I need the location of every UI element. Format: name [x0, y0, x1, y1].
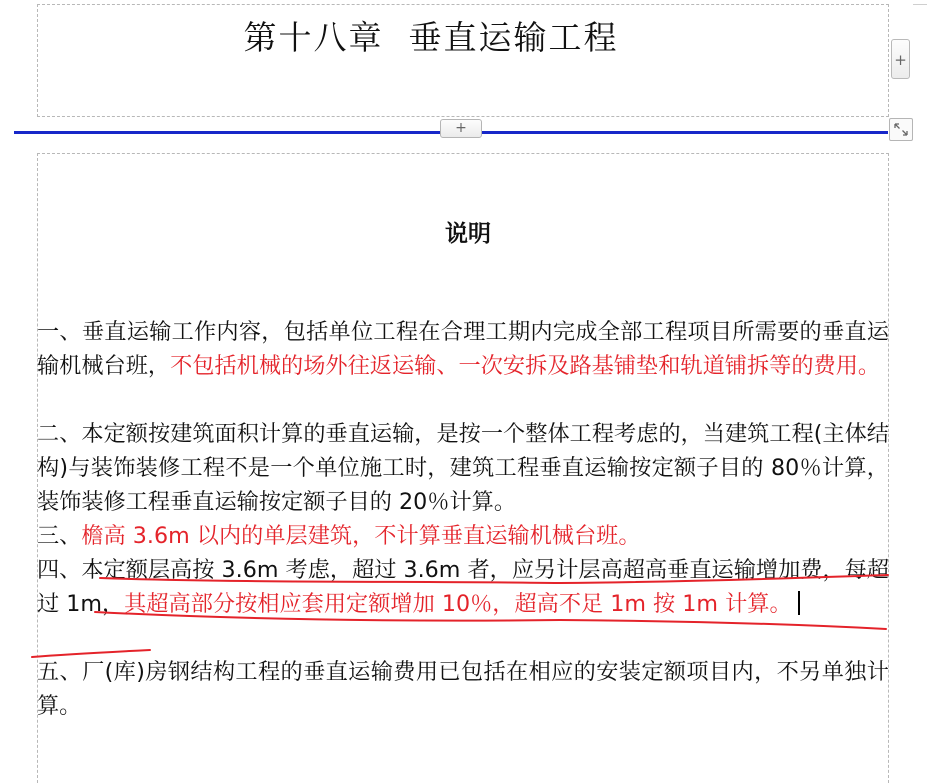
paragraph-3-red-text: 檐高 3.6m 以内的单层建筑，不计算垂直运输机械台班。 — [81, 523, 641, 549]
paragraph-1-text: 一、垂直运输工作内容，包括单位工程在合理工期内完成全部工程项目所需要的垂直运输机械台班， — [37, 319, 889, 379]
paragraph-5-text: 五、厂(库)房钢结构工程的垂直运输费用已包括在相应的安装定额项目内，不另单独计算。 — [37, 659, 889, 719]
paragraph-1[interactable] — [37, 315, 889, 383]
paragraph-4-text: 四、本定额层高按 3.6m 考虑，超过 3.6m 者，应另计层高超高垂直运输增加费，每超过 1m， — [37, 557, 890, 617]
paragraph-5[interactable] — [37, 655, 889, 723]
resize-handle[interactable] — [889, 118, 913, 141]
paragraph-1-red-text: 不包括机械的场外往返运输、一次安拆及路基铺垫和轨道铺拆等的费用。 — [170, 353, 881, 379]
paragraph-4[interactable] — [37, 553, 889, 621]
text-cursor — [798, 591, 800, 615]
section-heading: 说明 — [445, 221, 491, 247]
side-expand-button[interactable]: + — [891, 39, 910, 79]
paragraph-3[interactable] — [37, 519, 889, 553]
paragraph-2[interactable] — [37, 417, 889, 519]
page-corner-mark — [913, 0, 927, 5]
paragraph-2-text: 二、本定额按建筑面积计算的垂直运输，是按一个整体工程考虑的，当建筑工程(主体结构)与装饰装修工程不是一个单位施工时，建筑工程垂直运输按定额子目的 80％计算，装饰装修工程垂直运输按定额子目的 20％计算。 — [37, 421, 889, 515]
paragraph-3-text: 三、 — [37, 523, 82, 549]
resize-icon — [890, 119, 912, 140]
add-section-button[interactable]: + — [440, 119, 482, 138]
chapter-title: 第十八章 垂直运输工程 — [243, 18, 619, 57]
paragraph-4-red-text: 其超高部分按相应套用定额增加 10％，超高不足 1m 按 1m 计算。 — [124, 591, 792, 617]
